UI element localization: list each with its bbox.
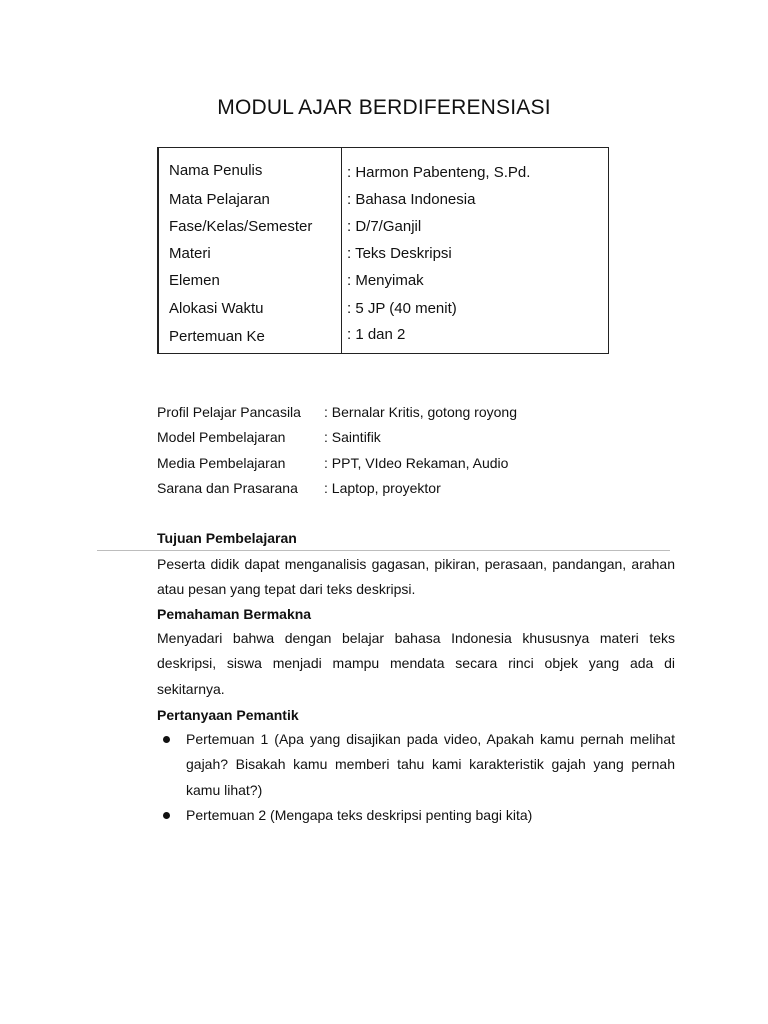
row-label: Alokasi Waktu <box>169 300 264 317</box>
profile-label: Model Pembelajaran <box>157 429 286 446</box>
row-label: Elemen <box>169 272 220 289</box>
row-label: Materi <box>169 245 211 262</box>
table-row <box>159 300 608 326</box>
profile-value: : Bernalar Kritis, gotong royong <box>324 404 517 420</box>
table-row <box>159 328 608 354</box>
list-item <box>157 803 675 828</box>
section-heading-pemahaman: Pemahaman Bermakna <box>157 606 312 622</box>
document-title: MODUL AJAR BERDIFERENSIASI <box>217 96 551 119</box>
pemahaman-body <box>157 626 675 702</box>
profile-label: Profil Pelajar Pancasila <box>157 404 301 420</box>
profile-value: : Saintifik <box>324 429 381 446</box>
bullet-icon <box>163 736 170 743</box>
table-row <box>159 162 608 188</box>
section-divider <box>97 550 670 551</box>
bullet-icon <box>163 812 170 819</box>
row-value: : Teks Deskripsi <box>347 245 452 262</box>
row-label: Nama Penulis <box>169 162 263 179</box>
row-value: : Menyimak <box>347 272 424 289</box>
table-row <box>159 245 608 271</box>
bullet-text: Pertemuan 1 (Apa yang disajikan pada video, Apakah kamu pernah melihat gajah? Bisakah kamu memberi tahu kami karakteristik gajah yang pernah kamu lihat?) <box>186 731 675 798</box>
table-row <box>159 218 608 244</box>
row-label: Fase/Kelas/Semester <box>169 218 313 235</box>
row-value: : 5 JP (40 menit) <box>347 300 457 317</box>
table-row <box>159 272 608 298</box>
row-value: : Bahasa Indonesia <box>347 191 476 208</box>
row-value: : D/7/Ganjil <box>347 218 422 235</box>
table-row <box>159 191 608 217</box>
row-value: : 1 dan 2 <box>347 326 406 343</box>
identity-table <box>157 147 609 354</box>
row-label: Mata Pelajaran <box>169 191 270 208</box>
row-value: : Harmon Pabenteng, S.Pd. <box>347 164 531 181</box>
row-label: Pertemuan Ke <box>169 328 265 345</box>
profile-label: Sarana dan Prasarana <box>157 479 298 496</box>
tujuan-section <box>157 552 675 603</box>
bullet-text: Pertemuan 2 (Mengapa teks deskripsi penting bagi kita) <box>186 806 533 823</box>
list-item <box>157 727 675 803</box>
profile-value: : PPT, VIdeo Rekaman, Audio <box>324 454 509 471</box>
profile-value: : Laptop, proyektor <box>324 479 441 496</box>
pertanyaan-list <box>157 727 675 828</box>
tujuan-heading-block <box>157 530 675 546</box>
tujuan-text: Peserta didik dapat menganalisis gagasan, pikiran, perasaan, pandangan, arahan atau pesan yang tepat dari teks deskripsi. <box>157 556 675 598</box>
profile-label: Media Pembelajaran <box>157 454 286 471</box>
section-heading-pertanyaan: Pertanyaan Pemantik <box>157 707 299 723</box>
pemahaman-section <box>157 606 675 622</box>
pertanyaan-heading-block <box>157 707 675 723</box>
pemahaman-text: Menyadari bahwa dengan belajar bahasa Indonesia khususnya materi teks deskripsi, siswa menjadi mampu mendata secara rinci objek yang ada di sekitarnya. <box>157 630 675 697</box>
section-heading-tujuan: Tujuan Pembelajaran <box>157 530 297 546</box>
